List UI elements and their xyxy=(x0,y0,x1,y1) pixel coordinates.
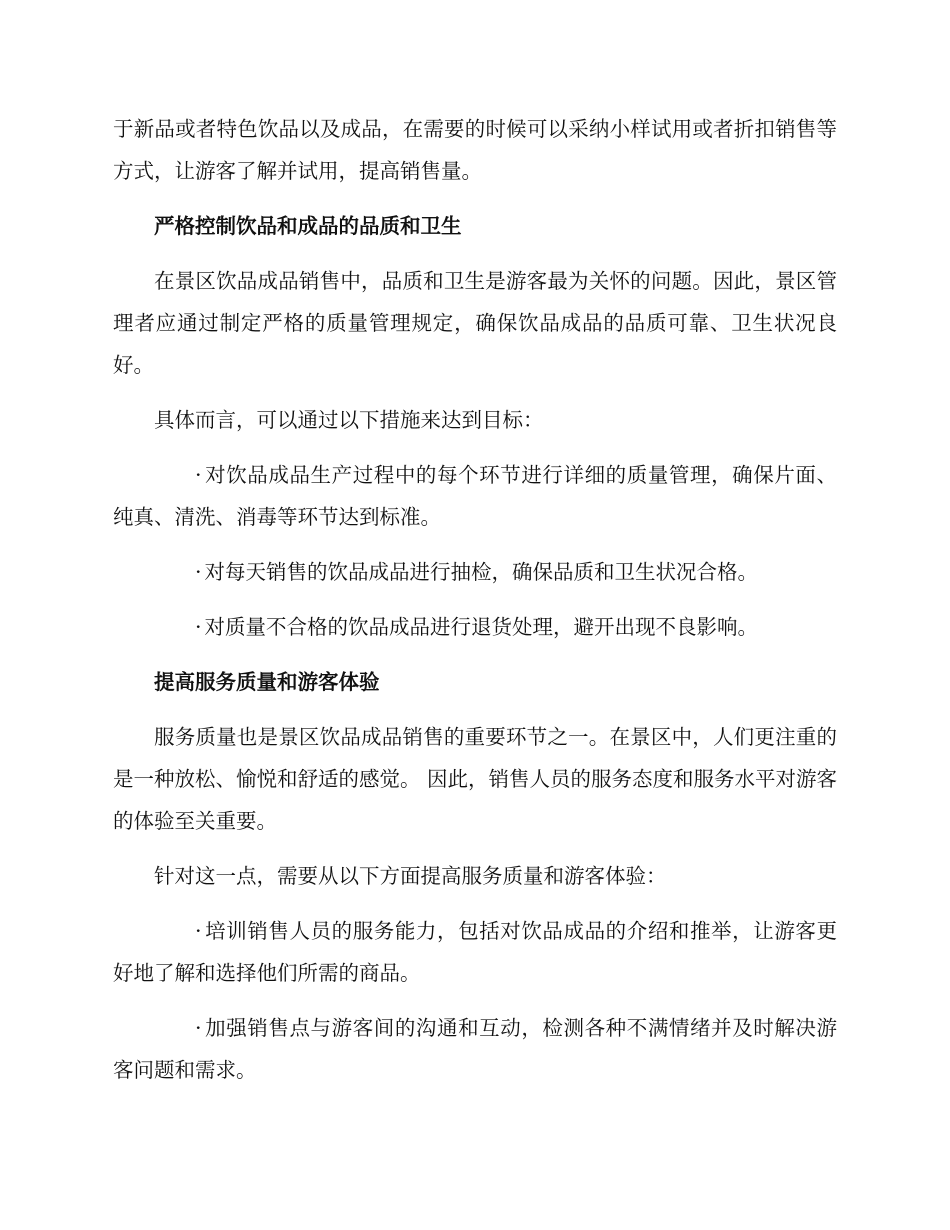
bullet-dot: · xyxy=(195,1016,202,1040)
bullet-item xyxy=(113,1007,837,1091)
paragraph: 具体而言，可以通过以下措施来达到目标： xyxy=(154,408,544,432)
bullet-item xyxy=(113,551,837,593)
bullet-item xyxy=(113,910,837,994)
document-body xyxy=(113,108,837,1104)
bullet-dot: · xyxy=(195,615,202,639)
paragraph-continuation: 于新品或者特色饮品以及成品，在需要的时候可以采纳小样试用或者折扣销售等方式，让游客了解并试用，提高销售量。 xyxy=(113,117,837,183)
section-heading-service-experience: 提高服务质量和游客体验 xyxy=(154,670,380,694)
bullet-text: 对每天销售的饮品成品进行抽检，确保品质和卫生状况合格。 xyxy=(204,560,759,584)
bullet-dot: · xyxy=(195,463,202,487)
paragraph: 针对这一点，需要从以下方面提高服务质量和游客体验： xyxy=(154,864,667,888)
bullet-text: 培训销售人员的服务能力，包括对饮品成品的介绍和推举，让游客更好地了解和选择他们所需的商品。 xyxy=(113,919,837,985)
paragraph: 在景区饮品成品销售中，品质和卫生是游客最为关怀的问题。因此，景区管理者应通过制定严格的质量管理规定，确保饮品成品的品质可靠、卫生状况良好。 xyxy=(113,269,837,377)
bullet-text: 对质量不合格的饮品成品进行退货处理，避开出现不良影响。 xyxy=(204,615,759,639)
bullet-item xyxy=(113,606,837,648)
section-heading-quality-hygiene: 严格控制饮品和成品的品质和卫生 xyxy=(154,214,462,238)
bullet-text: 加强销售点与游客间的沟通和互动，检测各种不满情绪并及时解决游客问题和需求。 xyxy=(113,1016,837,1082)
bullet-dot: · xyxy=(195,560,202,584)
bullet-item xyxy=(113,454,837,538)
bullet-text: 对饮品成品生产过程中的每个环节进行详细的质量管理，确保片面、纯真、清洗、消毒等环节达到标准。 xyxy=(113,463,837,529)
bullet-dot: · xyxy=(195,919,202,943)
paragraph: 服务质量也是景区饮品成品销售的重要环节之一。在景区中，人们更注重的是一种放松、愉悦和舒适的感觉。 因此，销售人员的服务态度和服务水平对游客的体验至关重要。 xyxy=(113,725,838,833)
